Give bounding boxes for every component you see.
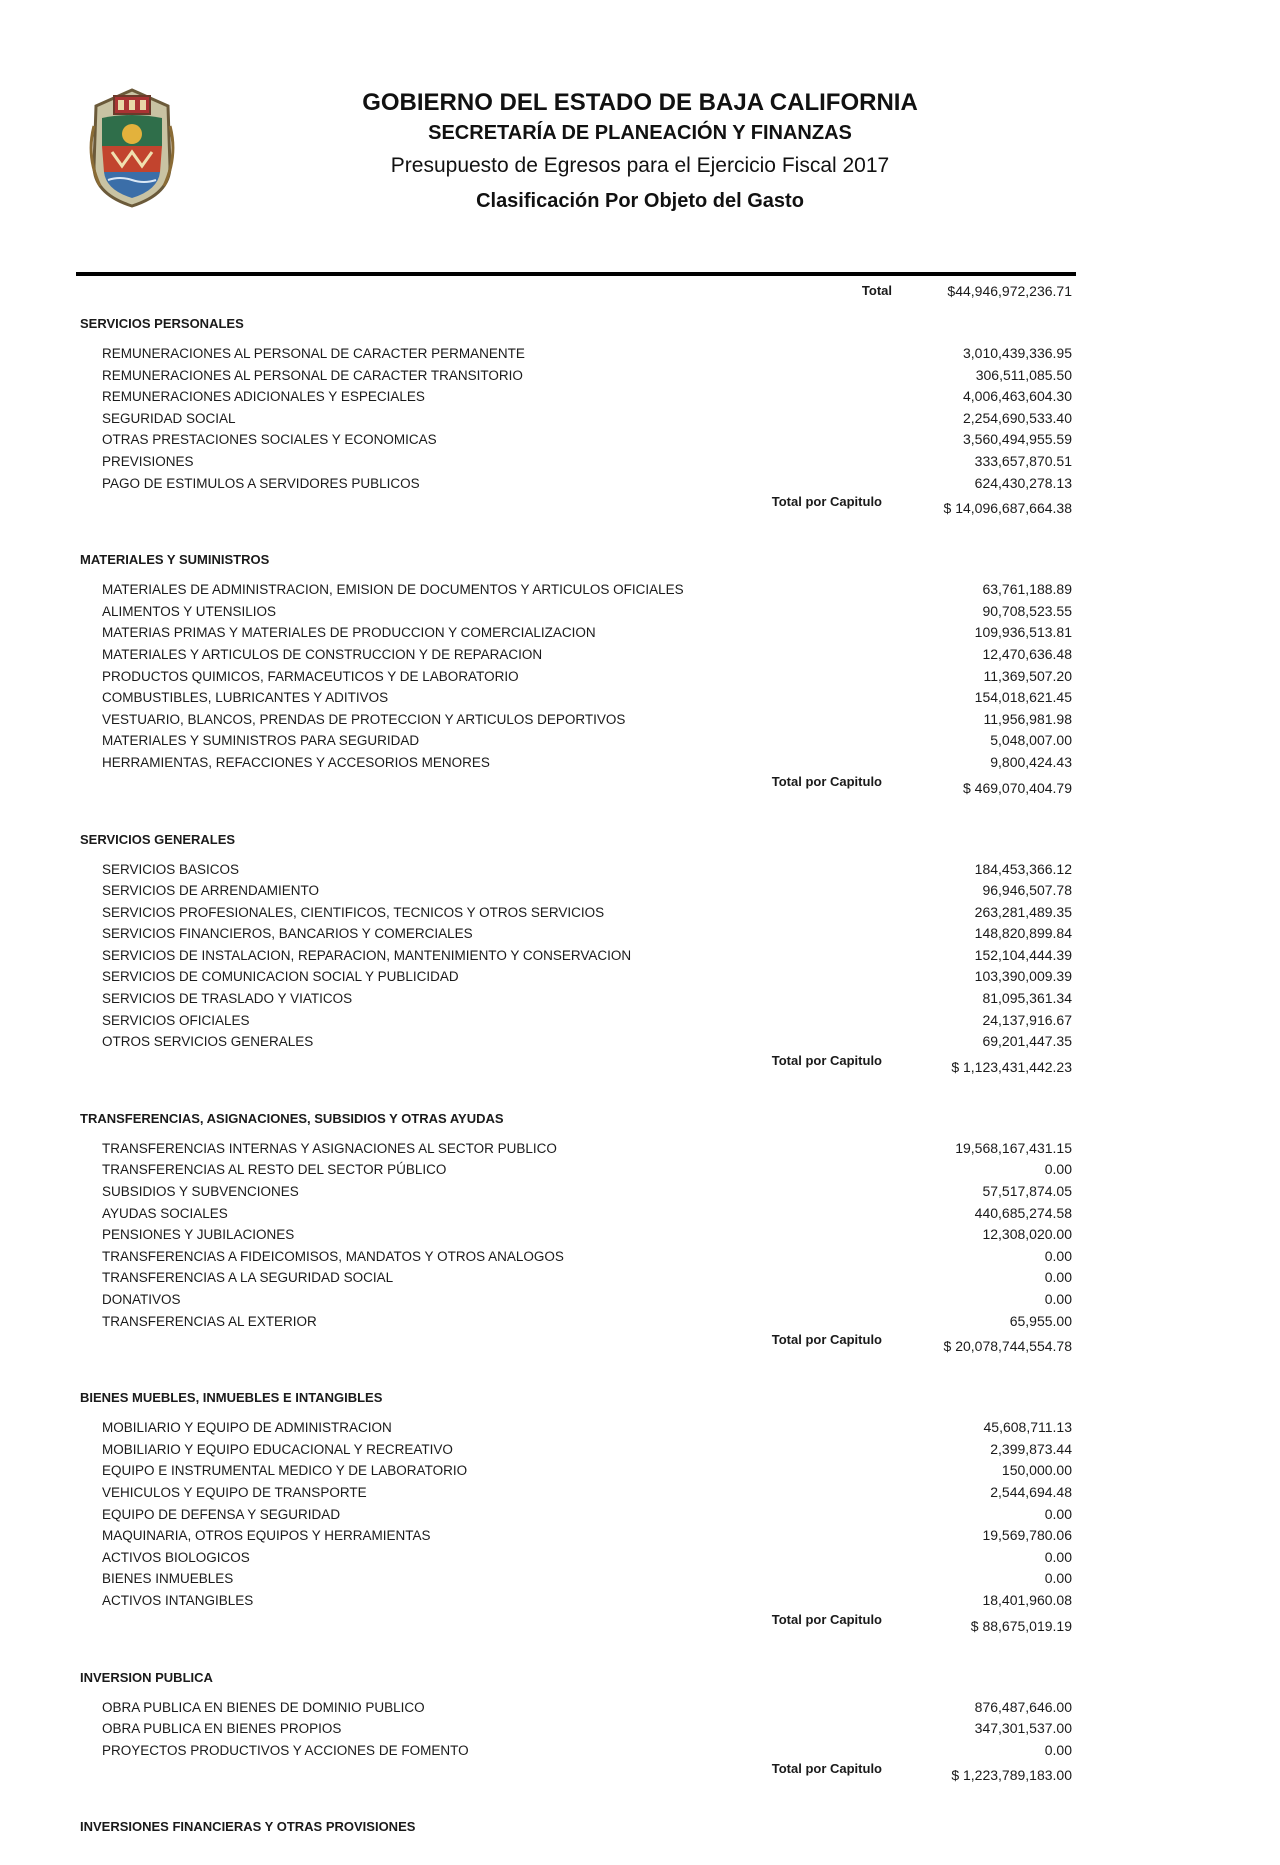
line-item-description: SERVICIOS DE ARRENDAMIENTO: [102, 883, 320, 899]
line-item-amount: 3,010,439,336.95: [963, 345, 1072, 361]
line-item-description: MAQUINARIA, OTROS EQUIPOS Y HERRAMIENTAS: [102, 1528, 431, 1544]
line-item-row: [80, 1181, 1076, 1203]
line-item-amount: 19,568,167,431.15: [955, 1139, 1072, 1156]
line-item-description: SERVICIOS DE INSTALACION, REPARACION, MANTENIMIENTO Y CONSERVACION: [102, 947, 632, 963]
budget-table: [80, 279, 1076, 1865]
line-item-description: MATERIALES Y ARTICULOS DE CONSTRUCCION Y DE REPARACION: [102, 646, 543, 662]
line-item-row: [80, 1010, 1076, 1032]
chapter-title: MATERIALES Y SUMINISTROS: [80, 552, 270, 568]
line-item-description: MATERIALES Y SUMINISTROS PARA SEGURIDAD: [102, 733, 420, 749]
line-item-description: MOBILIARIO Y EQUIPO EDUCACIONAL Y RECREATIVO: [102, 1441, 453, 1457]
line-item-amount: 0.00: [1044, 1505, 1072, 1522]
chapter-title: SERVICIOS GENERALES: [80, 831, 236, 847]
grand-total-value: $44,946,972,236.71: [947, 283, 1072, 299]
chapter-subtotal-value: $ 1,123,431,442.23: [951, 1058, 1072, 1075]
line-item-description: SERVICIOS PROFESIONALES, CIENTIFICOS, TECNICOS Y OTROS SERVICIOS: [102, 904, 605, 920]
line-item-amount: 5,048,007.00: [990, 732, 1072, 749]
line-item-row: [80, 1289, 1076, 1311]
line-item-description: SERVICIOS DE TRASLADO Y VIATICOS: [102, 991, 353, 1007]
chapter-title: BIENES MUEBLES, INMUEBLES E INTANGIBLES: [80, 1390, 383, 1406]
chapter-section: [80, 313, 1076, 522]
line-item-row: [80, 408, 1076, 430]
line-item-amount: 184,453,366.12: [974, 860, 1072, 877]
line-item-description: BIENES INMUEBLES: [102, 1571, 234, 1587]
line-item-description: PAGO DE ESTIMULOS A SERVIDORES PUBLICOS: [102, 475, 420, 491]
line-item-row: [80, 880, 1076, 902]
line-item-amount: 57,517,874.05: [982, 1183, 1072, 1200]
line-item-amount: 3,560,494,955.59: [963, 431, 1072, 448]
line-item-description: DONATIVOS: [102, 1292, 181, 1307]
line-item-amount: 69,201,447.35: [982, 1033, 1072, 1050]
line-item-row: [80, 902, 1076, 924]
line-item-description: PRODUCTOS QUIMICOS, FARMACEUTICOS Y DE LABORATORIO: [102, 668, 519, 684]
line-item-amount: 11,369,507.20: [983, 667, 1072, 684]
chapter-subtotal-row: [80, 1053, 1076, 1081]
line-item-row: [80, 579, 1076, 601]
line-item-amount: 306,511,085.50: [975, 366, 1072, 383]
line-item-row: [80, 1697, 1076, 1719]
line-item-row: [80, 1031, 1076, 1053]
line-item-description: MATERIALES DE ADMINISTRACION, EMISION DE DOCUMENTOS Y ARTICULOS OFICIALES: [102, 582, 684, 598]
chapter-subtotal-row: [80, 494, 1076, 522]
line-item-amount: 0.00: [1044, 1161, 1072, 1178]
state-coat-of-arms-seal: [88, 86, 176, 210]
line-item-amount: 19,569,780.06: [982, 1527, 1072, 1544]
chapter-subtotal-row: [80, 1612, 1076, 1640]
line-item-amount: 0.00: [1044, 1548, 1072, 1565]
line-item-row: [80, 365, 1076, 387]
grand-total-label: Total: [861, 283, 892, 298]
line-item-amount: 65,955.00: [1009, 1312, 1072, 1329]
chapter-subtotal-value: $ 88,675,019.19: [970, 1617, 1072, 1634]
chapter-title: TRANSFERENCIAS, ASIGNACIONES, SUBSIDIOS Y OTRAS AYUDAS: [80, 1110, 504, 1126]
line-item-row: [80, 1138, 1076, 1160]
chapter-section: [80, 1667, 1076, 1790]
line-item-row: [80, 966, 1076, 988]
line-item-description: OBRA PUBLICA EN BIENES PROPIOS: [102, 1721, 342, 1737]
line-item-description: SERVICIOS DE COMUNICACION SOCIAL Y PUBLICIDAD: [102, 969, 459, 985]
chapter-section: [80, 1387, 1076, 1639]
line-item-description: MATERIAS PRIMAS Y MATERIALES DE PRODUCCION Y COMERCIALIZACION: [102, 625, 596, 641]
line-item-row: [80, 988, 1076, 1010]
header-divider: [76, 272, 1076, 276]
line-item-row: [80, 709, 1076, 731]
line-item-description: PENSIONES Y JUBILACIONES: [102, 1227, 295, 1243]
line-item-row: [80, 473, 1076, 495]
line-item-row: [80, 601, 1076, 623]
line-item-description: HERRAMIENTAS, REFACCIONES Y ACCESORIOS MENORES: [102, 754, 490, 770]
line-item-amount: 0.00: [1044, 1741, 1072, 1758]
line-item-amount: 148,820,899.84: [974, 925, 1072, 942]
line-item-description: OTROS SERVICIOS GENERALES: [102, 1034, 314, 1050]
chapter-subtotal-value: $ 20,078,744,554.78: [943, 1338, 1072, 1355]
budget-subtitle: Presupuesto de Egresos para el Ejercicio Fiscal 2017: [390, 154, 890, 177]
line-item-row: [80, 622, 1076, 644]
line-item-row: [80, 1504, 1076, 1526]
line-item-amount: 152,104,444.39: [974, 946, 1072, 963]
line-item-description: REMUNERACIONES ADICIONALES Y ESPECIALES: [102, 389, 425, 405]
classification-title: Clasificación Por Objeto del Gasto: [476, 190, 804, 212]
line-item-amount: 4,006,463,604.30: [963, 388, 1072, 405]
line-item-amount: 440,685,274.58: [974, 1204, 1072, 1221]
line-item-row: [80, 1460, 1076, 1482]
line-item-row: [80, 1525, 1076, 1547]
chapter-section: [80, 829, 1076, 1081]
line-item-amount: 0.00: [1044, 1269, 1072, 1286]
chapter-title: INVERSION PUBLICA: [80, 1669, 213, 1685]
line-item-description: ACTIVOS INTANGIBLES: [102, 1592, 254, 1608]
chapter-subtotal-label: Total por Capitulo: [771, 494, 882, 510]
line-item-row: [80, 1482, 1076, 1504]
line-item-amount: 109,936,513.81: [974, 624, 1072, 641]
line-item-row: [80, 730, 1076, 752]
line-item-amount: 11,956,981.98: [983, 710, 1072, 727]
line-item-description: OTRAS PRESTACIONES SOCIALES Y ECONOMICAS: [102, 432, 437, 448]
line-item-amount: 2,544,694.48: [990, 1483, 1072, 1500]
government-title: GOBIERNO DEL ESTADO DE BAJA CALIFORNIA: [362, 89, 918, 116]
line-item-description: TRANSFERENCIAS INTERNAS Y ASIGNACIONES AL SECTOR PUBLICO: [102, 1140, 557, 1156]
line-item-amount: 24,137,916.67: [982, 1011, 1072, 1028]
line-item-description: TRANSFERENCIAS AL EXTERIOR: [102, 1313, 317, 1329]
chapter-title: SERVICIOS PERSONALES: [80, 316, 244, 331]
line-item-description: ACTIVOS BIOLOGICOS: [102, 1549, 250, 1565]
line-item-amount: 18,401,960.08: [982, 1591, 1072, 1608]
line-item-amount: 45,608,711.13: [983, 1419, 1072, 1436]
line-item-row: [80, 1547, 1076, 1569]
line-item-amount: 90,708,523.55: [982, 602, 1072, 619]
line-item-description: SEGURIDAD SOCIAL: [102, 410, 236, 426]
chapters-container: [80, 313, 1076, 1838]
line-item-description: EQUIPO E INSTRUMENTAL MEDICO Y DE LABORATORIO: [102, 1463, 468, 1479]
chapter-subtotal-label: Total por Capitulo: [771, 1052, 882, 1068]
line-item-row: [80, 1568, 1076, 1590]
chapter-subtotal-value: $ 469,070,404.79: [963, 779, 1072, 796]
line-item-row: [80, 923, 1076, 945]
line-item-description: SUBSIDIOS Y SUBVENCIONES: [102, 1184, 299, 1200]
line-item-row: [80, 644, 1076, 666]
line-item-row: [80, 1246, 1076, 1268]
line-item-amount: 81,095,361.34: [982, 990, 1072, 1007]
chapter-subtotal-label: Total por Capitulo: [771, 1332, 882, 1348]
line-item-amount: 150,000.00: [1001, 1462, 1072, 1479]
chapter-subtotal-row: [80, 1761, 1076, 1789]
line-item-description: TRANSFERENCIAS AL RESTO DEL SECTOR PÚBLICO: [102, 1162, 447, 1178]
line-item-amount: 0.00: [1044, 1247, 1072, 1264]
line-item-row: [80, 1311, 1076, 1333]
line-item-amount: 9,800,424.43: [990, 753, 1072, 770]
line-item-row: [80, 859, 1076, 881]
chapter-subtotal-row: [80, 1332, 1076, 1360]
line-item-description: OBRA PUBLICA EN BIENES DE DOMINIO PUBLICO: [102, 1699, 425, 1715]
chapter-subtotal-label: Total por Capitulo: [771, 1761, 882, 1777]
line-item-row: [80, 1718, 1076, 1740]
line-item-amount: 12,308,020.00: [982, 1226, 1072, 1243]
line-item-row: [80, 1590, 1076, 1612]
line-item-row: [80, 1417, 1076, 1439]
line-item-description: PROYECTOS PRODUCTIVOS Y ACCIONES DE FOMENTO: [102, 1742, 469, 1758]
line-item-description: VESTUARIO, BLANCOS, PRENDAS DE PROTECCION Y ARTICULOS DEPORTIVOS: [102, 711, 626, 727]
line-item-row: [80, 429, 1076, 451]
line-item-amount: 624,430,278.13: [974, 474, 1072, 491]
line-item-row: [80, 343, 1076, 365]
line-item-description: SERVICIOS OFICIALES: [102, 1012, 250, 1028]
line-item-row: [80, 386, 1076, 408]
line-item-row: [80, 1203, 1076, 1225]
chapter-subtotal-row: [80, 774, 1076, 802]
line-item-description: AYUDAS SOCIALES: [102, 1205, 228, 1221]
chapter-subtotal-label: Total por Capitulo: [771, 773, 882, 789]
line-item-row: [80, 945, 1076, 967]
line-item-amount: 154,018,621.45: [974, 689, 1072, 706]
line-item-row: [80, 752, 1076, 774]
line-item-amount: 0.00: [1044, 1291, 1072, 1307]
chapter-section: [80, 1816, 1076, 1838]
line-item-description: MOBILIARIO Y EQUIPO DE ADMINISTRACION: [102, 1420, 392, 1436]
line-item-row: [80, 1267, 1076, 1289]
line-item-amount: 0.00: [1044, 1570, 1072, 1587]
chapter-section: [80, 1108, 1076, 1360]
document-header: [300, 88, 980, 218]
line-item-row: [80, 1159, 1076, 1181]
line-item-description: TRANSFERENCIAS A LA SEGURIDAD SOCIAL: [102, 1270, 394, 1286]
chapter-title: INVERSIONES FINANCIERAS Y OTRAS PROVISIONES: [80, 1819, 416, 1835]
line-item-description: COMBUSTIBLES, LUBRICANTES Y ADITIVOS: [102, 690, 389, 706]
secretariat-title: SECRETARÍA DE PLANEACIÓN Y FINANZAS: [428, 122, 852, 144]
line-item-amount: 103,390,009.39: [974, 968, 1072, 985]
line-item-description: REMUNERACIONES AL PERSONAL DE CARACTER PERMANENTE: [102, 346, 525, 361]
line-item-row: [80, 1224, 1076, 1246]
line-item-description: SERVICIOS FINANCIEROS, BANCARIOS Y COMERCIALES: [102, 926, 473, 942]
grand-total-row: [80, 279, 1076, 301]
line-item-row: [80, 666, 1076, 688]
line-item-row: [80, 451, 1076, 473]
line-item-row: [80, 1439, 1076, 1461]
line-item-description: REMUNERACIONES AL PERSONAL DE CARACTER TRANSITORIO: [102, 367, 523, 383]
line-item-description: PREVISIONES: [102, 453, 194, 469]
line-item-description: EQUIPO DE DEFENSA Y SEGURIDAD: [102, 1506, 341, 1522]
line-item-amount: 63,761,188.89: [982, 581, 1072, 598]
line-item-description: VEHICULOS Y EQUIPO DE TRANSPORTE: [102, 1484, 367, 1500]
line-item-row: [80, 1740, 1076, 1762]
chapter-subtotal-value: $ 14,096,687,664.38: [943, 500, 1072, 517]
line-item-amount: 333,657,870.51: [974, 452, 1072, 469]
line-item-amount: 2,399,873.44: [990, 1440, 1072, 1457]
line-item-amount: 347,301,537.00: [974, 1720, 1072, 1737]
line-item-description: SERVICIOS BASICOS: [102, 861, 240, 877]
line-item-description: ALIMENTOS Y UTENSILIOS: [102, 603, 277, 619]
line-item-description: TRANSFERENCIAS A FIDEICOMISOS, MANDATOS Y OTROS ANALOGOS: [102, 1248, 564, 1264]
line-item-amount: 96,946,507.78: [982, 882, 1072, 899]
line-item-amount: 2,254,690,533.40: [963, 409, 1072, 426]
chapter-subtotal-value: $ 1,223,789,183.00: [951, 1767, 1072, 1784]
line-item-amount: 263,281,489.35: [974, 903, 1072, 920]
line-item-row: [80, 687, 1076, 709]
chapter-subtotal-label: Total por Capitulo: [771, 1611, 882, 1627]
chapter-section: [80, 549, 1076, 801]
line-item-amount: 876,487,646.00: [974, 1698, 1072, 1715]
line-item-amount: 12,470,636.48: [982, 645, 1072, 662]
